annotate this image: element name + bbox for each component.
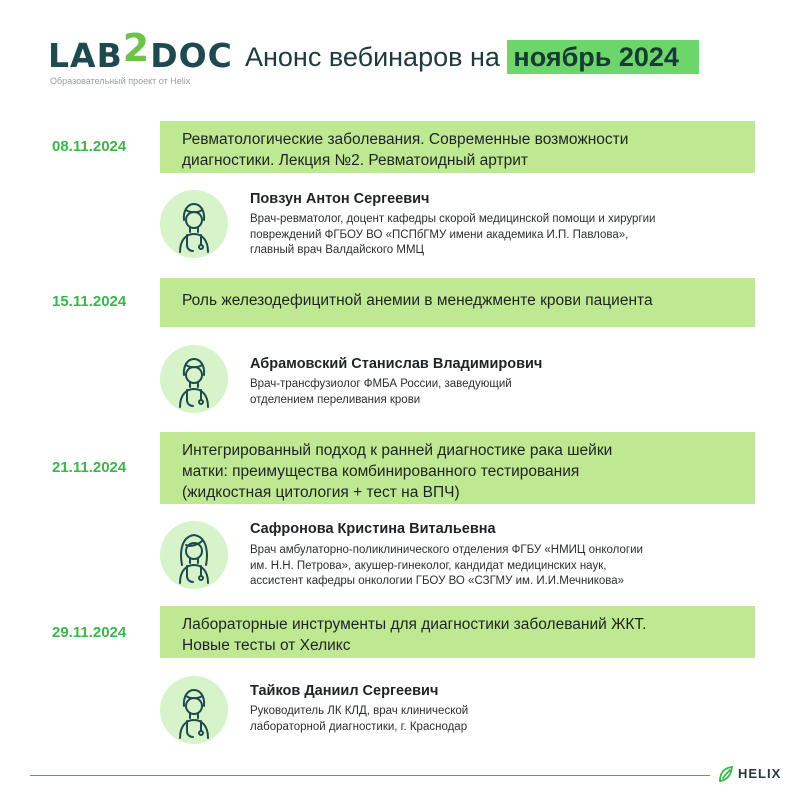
- session-topic: [160, 278, 755, 327]
- speaker-desc-line: лабораторной диагностики, г. Краснодар: [250, 720, 468, 733]
- speaker-description: [250, 377, 512, 408]
- session-date: 15.11.2024: [52, 293, 127, 310]
- helix-brand: HELIX: [738, 766, 782, 781]
- logo-text-two: 2: [122, 26, 151, 70]
- speaker-name: Тайков Даниил Сергеевич: [250, 683, 439, 699]
- topic-line: матки: преимущества комбинированного тестирования: [182, 463, 580, 480]
- doctor-female-icon: [160, 521, 228, 589]
- speaker-desc-line: Врач амбулаторно-поликлинического отделения ФГБУ «НМИЦ онкологии: [250, 544, 643, 556]
- topic-line: Роль железодефицитной анемии в менеджменте крови пациента: [182, 292, 653, 309]
- lab2doc-logo: [48, 26, 233, 90]
- speaker-description: [250, 212, 655, 259]
- speaker-name: Абрамовский Станислав Владимирович: [250, 356, 543, 372]
- topic-line: (жидкостная цитология + тест на ВПЧ): [182, 484, 460, 501]
- doctor-male-icon: [160, 676, 228, 744]
- title-prefix: Анонс вебинаров на: [245, 42, 508, 72]
- session-topic: [160, 121, 755, 173]
- speaker-desc-line: Руководитель ЛК КЛД, врач клинической: [250, 705, 469, 717]
- logo-wordmark: [48, 26, 233, 76]
- session-date: 08.11.2024: [52, 138, 127, 155]
- speaker-desc-line: ассистент кафедры онкологии ГБОУ ВО «СЗГМУ им. И.И.Мечникова»: [250, 575, 625, 587]
- helix-leaf-icon: [718, 765, 734, 783]
- speaker-description: [250, 704, 468, 735]
- doctor-male-icon: [160, 190, 228, 258]
- helix-logo: [718, 764, 788, 784]
- speaker-desc-line: главный врач Валдайского ММЦ: [250, 244, 425, 256]
- topic-line: Лабораторные инструменты для диагностики заболеваний ЖКТ.: [182, 616, 647, 633]
- session-date: 29.11.2024: [52, 624, 127, 641]
- speaker-desc-line: Врач-ревматолог, доцент кафедры скорой медицинской помощи и хирургии: [250, 213, 656, 225]
- speaker-desc-line: повреждений ФГБОУ ВО «ПСПбГМУ имени академика И.П. Павлова»,: [250, 228, 629, 241]
- topic-line: диагностики. Лекция №2. Ревматоидный артрит: [182, 152, 528, 169]
- page-title: [245, 38, 699, 76]
- session-date: 21.11.2024: [52, 459, 127, 476]
- session-topic: [160, 606, 755, 658]
- speaker-desc-line: отделением переливания крови: [250, 393, 421, 406]
- topic-line: Ревматологические заболевания. Современные возможности: [182, 131, 629, 148]
- topic-line: Новые тесты от Хеликс: [182, 637, 351, 654]
- title-highlight: ноябрь 2024: [507, 40, 699, 74]
- speaker-description: [250, 543, 643, 590]
- speaker-name: Повзун Антон Сергеевич: [250, 191, 430, 207]
- speaker-desc-line: им. Н.Н. Петрова», акушер-гинеколог, кандидат медицинских наук,: [250, 559, 607, 572]
- logo-text-doc: DOC: [150, 36, 233, 75]
- logo-subtitle: Образовательный проект от Helix: [50, 76, 191, 86]
- speaker-name: Сафронова Кристина Витальевна: [250, 521, 496, 537]
- logo-text-lab: LAB: [48, 36, 123, 75]
- doctor-male-icon: [160, 345, 228, 413]
- session-topic: [160, 432, 755, 504]
- speaker-desc-line: Врач-трансфузиолог ФМБА России, заведующий: [250, 378, 512, 390]
- topic-line: Интегрированный подход к ранней диагностике рака шейки: [182, 442, 613, 459]
- footer-divider: [30, 775, 710, 776]
